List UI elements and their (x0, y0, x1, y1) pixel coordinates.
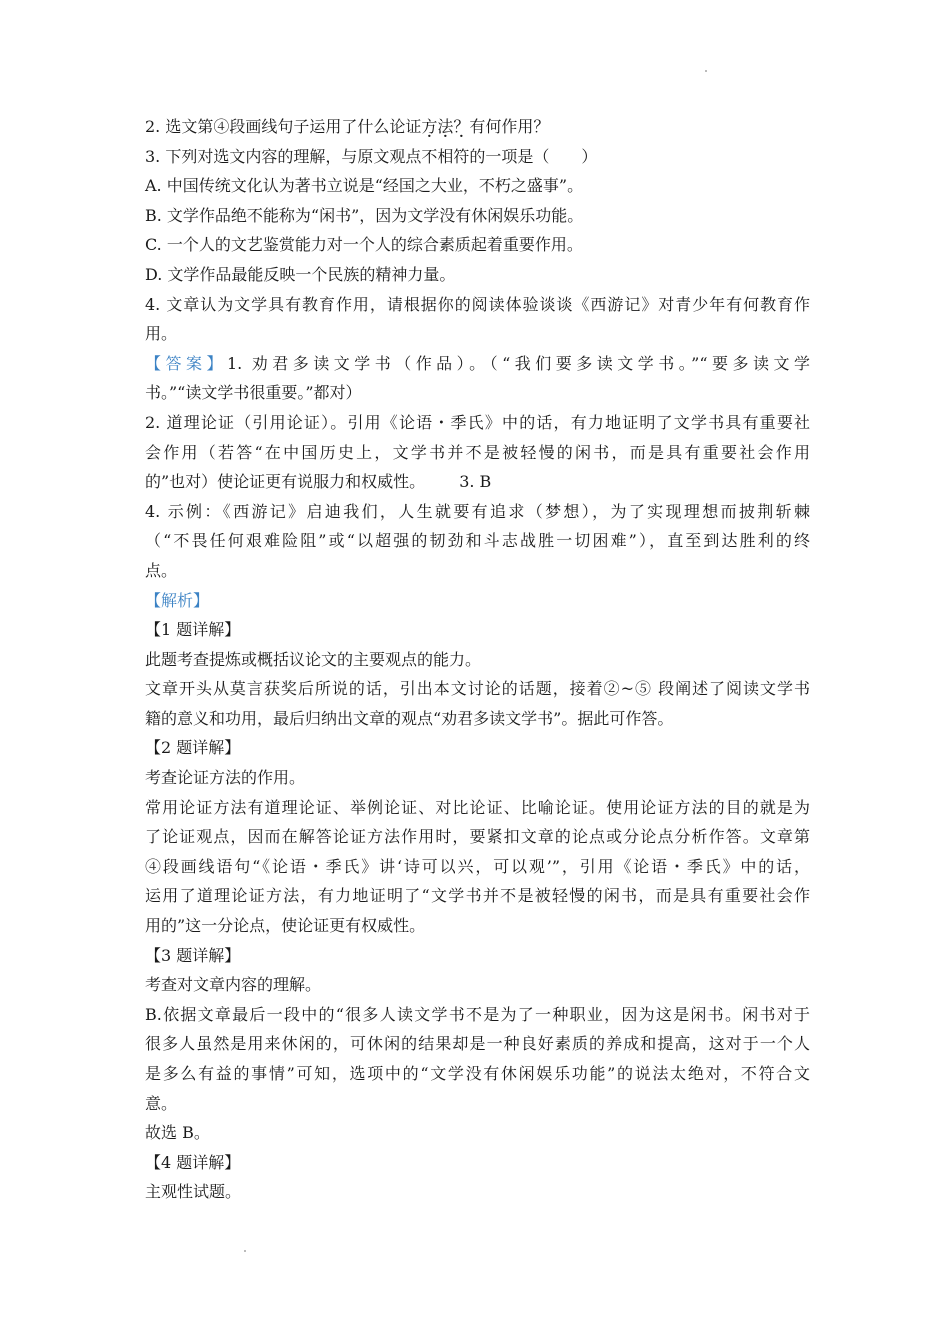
option-d: D. 文学作品最能反映一个民族的精神力量。 (145, 264, 456, 284)
answer-4-line-1: 4. 示例：《西游记》启迪我们，人生就要有追求（梦想），为了实现理想而披荆斩棘 (145, 501, 810, 521)
question-3: 3. 下列对选文内容的理解，与原文观点不相符的一项是（ ） (145, 142, 810, 172)
detail-3-line-2: B.依据文章最后一段中的“很多人读文学书不是为了一种职业，因为这是闲书。闲书对于 (145, 1004, 810, 1024)
question-4-line-2: 用。 (145, 324, 178, 344)
emphasis-char: 相 (437, 146, 454, 166)
detail-2-line-5: 运用了道理论证方法，有力地证明了“文学书并不是被轻慢的闲书，而是具有重要社会作 (145, 886, 810, 906)
detail-3-line-3: 很多人虽然是用来休闲的，可休闲的结果却是一种良好素质的养成和提高，这对于一个人 (145, 1034, 810, 1054)
emphasis-char: 不 (421, 146, 438, 166)
detail-3-line-6: 故选 B。 (145, 1123, 210, 1143)
option-c: C. 一个人的文艺鉴赏能力对一个人的综合素质起着重要作用。 (145, 235, 583, 255)
detail-3-line-5: 意。 (145, 1093, 178, 1113)
detail-2-line-4: ④段画线语句“《论语・季氏》讲‘诗可以兴，可以观’”，引用《论语・季氏》中的话， (145, 856, 810, 876)
option-b: B. 文学作品绝不能称为“闲书”，因为文学没有休闲娱乐功能。 (145, 205, 584, 225)
option-a: A. 中国传统文化认为著书立说是“经国之大业，不朽之盛事”。 (145, 176, 584, 196)
answer-4-line-2: （“不畏任何艰难险阻”或“以超强的韧劲和斗志战胜一切困难”），直至到达胜利的终 (145, 531, 810, 551)
detail-1-line-1: 此题考查提炼或概括议论文的主要观点的能力。 (145, 649, 482, 669)
analysis-tag: 【解析】 (145, 590, 210, 610)
detail-4-line-1: 主观性试题。 (145, 1182, 242, 1202)
detail-3-line-4: 是多么有益的事情”可知，选项中的“文学没有休闲娱乐功能”的说法太绝对，不符合文 (145, 1064, 810, 1083)
answer-4-line-3: 点。 (145, 560, 178, 580)
detail-2-line-6: 用的”这一分论点，使论证更有权威性。 (145, 916, 426, 936)
question-2: 2. 选文第④段画线句子运用了什么论证方法？有何作用？ (145, 117, 550, 136)
answer-2-line-3: 的”也对）使论证更有说服力和权威性。 3. B (145, 472, 492, 492)
detail-2-line-3: 了论证观点，因而在解答论证方法作用时，要紧扣文章的论点或分论点分析作答。文章第 (145, 827, 810, 847)
answer-3: 3. B (459, 472, 492, 492)
detail-1-line-3: 籍的意义和功用，最后归纳出文章的观点“劝君多读文学书”。据此可作答。 (145, 708, 674, 728)
detail-3-line-1: 考查对文章内容的理解。 (145, 975, 322, 995)
answer-1-line-1: 【答案】1. 劝君多读文学书（作品）。（“我们要多读文学书。”“要多读文学 (145, 353, 810, 373)
emphasis-char: 符 (453, 146, 470, 166)
detail-1-line-2: 文章开头从莫言获奖后所说的话，引出本文讨论的话题，接着②~⑤ 段阐述了阅读文学书 (145, 679, 810, 699)
detail-heading-4: 【4 题详解】 (145, 1152, 241, 1172)
answer-2-line-1: 2. 道理论证（引用论证）。引用《论语・季氏》中的话，有力地证明了文学书具有重要社 (145, 412, 810, 432)
page-mark-top (705, 70, 707, 72)
answer-2-line-2: 会作用（若答“在中国历史上，文学书并不是被轻慢的闲书，而是具有重要社会作用 (145, 442, 810, 462)
answer-tag: 【答案】 (145, 353, 227, 373)
document-body (145, 112, 810, 1207)
detail-heading-1: 【1 题详解】 (145, 620, 241, 640)
detail-2-line-1: 考查论证方法的作用。 (145, 768, 306, 788)
detail-2-line-2: 常用论证方法有道理论证、举例论证、对比论证、比喻论证。使用论证方法的目的就是为 (145, 797, 810, 817)
detail-heading-2: 【2 题详解】 (145, 738, 241, 758)
detail-heading-3: 【3 题详解】 (145, 945, 241, 965)
question-4-line-1: 4. 文章认为文学具有教育作用，请根据你的阅读体验谈谈《西游记》对青少年有何教育作 (145, 294, 810, 314)
page-mark-bottom (244, 1250, 246, 1252)
answer-1-line-2: 书。”“读文学书很重要。”都对） (145, 383, 362, 403)
